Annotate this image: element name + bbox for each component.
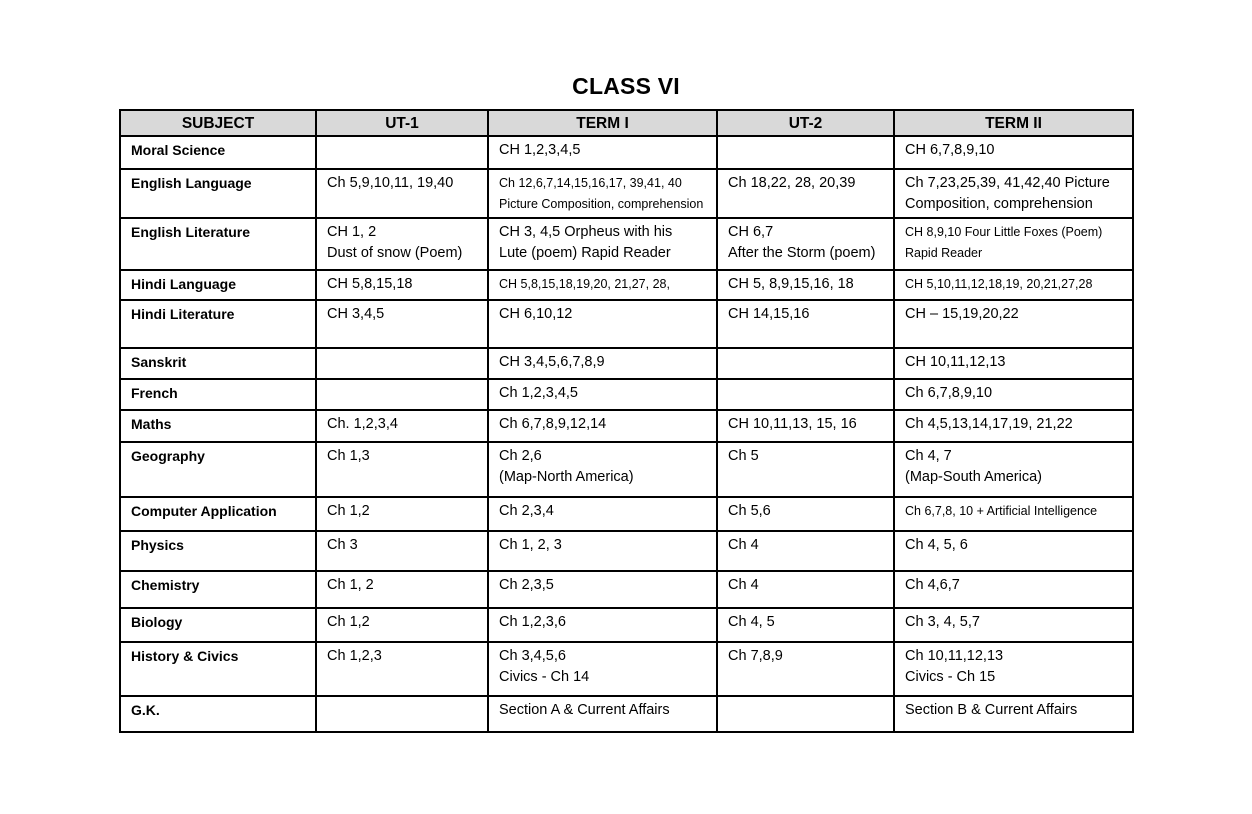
- ut1-cell: Ch 1,3: [316, 442, 488, 497]
- table-row: [120, 571, 1133, 608]
- subject-cell: Geography: [120, 442, 316, 497]
- table-row: [120, 531, 1133, 571]
- ut1-cell: Ch 1,2: [316, 608, 488, 642]
- ut2-cell: CH 5, 8,9,15,16, 18: [717, 270, 894, 300]
- subject-cell: Chemistry: [120, 571, 316, 608]
- ut2-cell: Ch 4: [717, 571, 894, 608]
- table-row: [120, 379, 1133, 410]
- ut2-cell: Ch 5,6: [717, 497, 894, 531]
- ut1-cell: Ch 3: [316, 531, 488, 571]
- ut2-cell: Ch 4: [717, 531, 894, 571]
- ut2-cell: CH 6,7 After the Storm (poem): [717, 218, 894, 270]
- header-subject: SUBJECT: [120, 110, 316, 136]
- term2-cell: CH 6,7,8,9,10: [894, 136, 1133, 169]
- ut1-cell: Ch 1,2: [316, 497, 488, 531]
- table-row: [120, 642, 1133, 696]
- ut2-cell: Ch 18,22, 28, 20,39: [717, 169, 894, 218]
- ut2-cell: Ch 7,8,9: [717, 642, 894, 696]
- term1-cell: CH 1,2,3,4,5: [488, 136, 717, 169]
- ut2-cell: Ch 4, 5: [717, 608, 894, 642]
- subject-cell: French: [120, 379, 316, 410]
- term1-cell: CH 5,8,15,18,19,20, 21,27, 28,: [488, 270, 717, 300]
- subject-cell: Sanskrit: [120, 348, 316, 379]
- term1-cell: CH 3, 4,5 Orpheus with his Lute (poem) Rapid Reader: [488, 218, 717, 270]
- ut2-cell: [717, 348, 894, 379]
- term2-cell: Section B & Current Affairs: [894, 696, 1133, 732]
- term1-cell: CH 6,10,12: [488, 300, 717, 348]
- term2-cell: CH 10,11,12,13: [894, 348, 1133, 379]
- table-row: [120, 348, 1133, 379]
- term2-cell: Ch 7,23,25,39, 41,42,40 Picture Composition, comprehension: [894, 169, 1133, 218]
- term1-cell: Ch 2,3,5: [488, 571, 717, 608]
- ut2-cell: [717, 696, 894, 732]
- ut1-cell: [316, 348, 488, 379]
- subject-cell: History & Civics: [120, 642, 316, 696]
- ut1-cell: [316, 136, 488, 169]
- term1-cell: Ch 12,6,7,14,15,16,17, 39,41, 40 Picture Composition, comprehension: [488, 169, 717, 218]
- ut1-cell: CH 3,4,5: [316, 300, 488, 348]
- subject-cell: Moral Science: [120, 136, 316, 169]
- ut1-cell: CH 5,8,15,18: [316, 270, 488, 300]
- table-row: [120, 218, 1133, 270]
- term2-cell: CH – 15,19,20,22: [894, 300, 1133, 348]
- subject-cell: G.K.: [120, 696, 316, 732]
- page-title: CLASS VI: [572, 73, 680, 99]
- header-row: [120, 110, 1133, 136]
- term1-cell: Ch 6,7,8,9,12,14: [488, 410, 717, 442]
- term2-cell: CH 8,9,10 Four Little Foxes (Poem) Rapid Reader: [894, 218, 1133, 270]
- ut1-cell: Ch 1,2,3: [316, 642, 488, 696]
- term2-cell: Ch 4,5,13,14,17,19, 21,22: [894, 410, 1133, 442]
- subject-cell: Hindi Literature: [120, 300, 316, 348]
- term1-cell: Ch 2,3,4: [488, 497, 717, 531]
- ut1-cell: [316, 696, 488, 732]
- ut2-cell: Ch 5: [717, 442, 894, 497]
- ut2-cell: [717, 136, 894, 169]
- subject-cell: Biology: [120, 608, 316, 642]
- subject-cell: Maths: [120, 410, 316, 442]
- ut2-cell: CH 10,11,13, 15, 16: [717, 410, 894, 442]
- subject-cell: Computer Application: [120, 497, 316, 531]
- table-row: [120, 608, 1133, 642]
- term2-cell: Ch 6,7,8,9,10: [894, 379, 1133, 410]
- term2-cell: Ch 10,11,12,13 Civics - Ch 15: [894, 642, 1133, 696]
- ut1-cell: CH 1, 2 Dust of snow (Poem): [316, 218, 488, 270]
- term2-cell: Ch 3, 4, 5,7: [894, 608, 1133, 642]
- term2-cell: Ch 6,7,8, 10 + Artificial Intelligence: [894, 497, 1133, 531]
- ut1-cell: Ch 1, 2: [316, 571, 488, 608]
- term1-cell: Ch 1, 2, 3: [488, 531, 717, 571]
- table-row: [120, 270, 1133, 300]
- header-ut2: UT-2: [717, 110, 894, 136]
- ut2-cell: [717, 379, 894, 410]
- table-row: [120, 497, 1133, 531]
- term2-cell: Ch 4,6,7: [894, 571, 1133, 608]
- term2-cell: Ch 4, 7 (Map-South America): [894, 442, 1133, 497]
- ut1-cell: [316, 379, 488, 410]
- table-row: [120, 410, 1133, 442]
- table-row: [120, 696, 1133, 732]
- table-row: [120, 136, 1133, 169]
- term1-cell: Ch 1,2,3,4,5: [488, 379, 717, 410]
- header-ut1: UT-1: [316, 110, 488, 136]
- term1-cell: Ch 3,4,5,6 Civics - Ch 14: [488, 642, 717, 696]
- subject-cell: English Language: [120, 169, 316, 218]
- subject-cell: Physics: [120, 531, 316, 571]
- term1-cell: Section A & Current Affairs: [488, 696, 717, 732]
- table-row: [120, 169, 1133, 218]
- term1-cell: Ch 2,6 (Map-North America): [488, 442, 717, 497]
- table-row: [120, 442, 1133, 497]
- table-row: [120, 300, 1133, 348]
- ut2-cell: CH 14,15,16: [717, 300, 894, 348]
- subject-cell: Hindi Language: [120, 270, 316, 300]
- header-term2: TERM II: [894, 110, 1133, 136]
- ut1-cell: Ch 5,9,10,11, 19,40: [316, 169, 488, 218]
- term1-cell: Ch 1,2,3,6: [488, 608, 717, 642]
- header-term1: TERM I: [488, 110, 717, 136]
- term2-cell: CH 5,10,11,12,18,19, 20,21,27,28: [894, 270, 1133, 300]
- syllabus-table: [119, 109, 1134, 733]
- ut1-cell: Ch. 1,2,3,4: [316, 410, 488, 442]
- term1-cell: CH 3,4,5,6,7,8,9: [488, 348, 717, 379]
- subject-cell: English Literature: [120, 218, 316, 270]
- term2-cell: Ch 4, 5, 6: [894, 531, 1133, 571]
